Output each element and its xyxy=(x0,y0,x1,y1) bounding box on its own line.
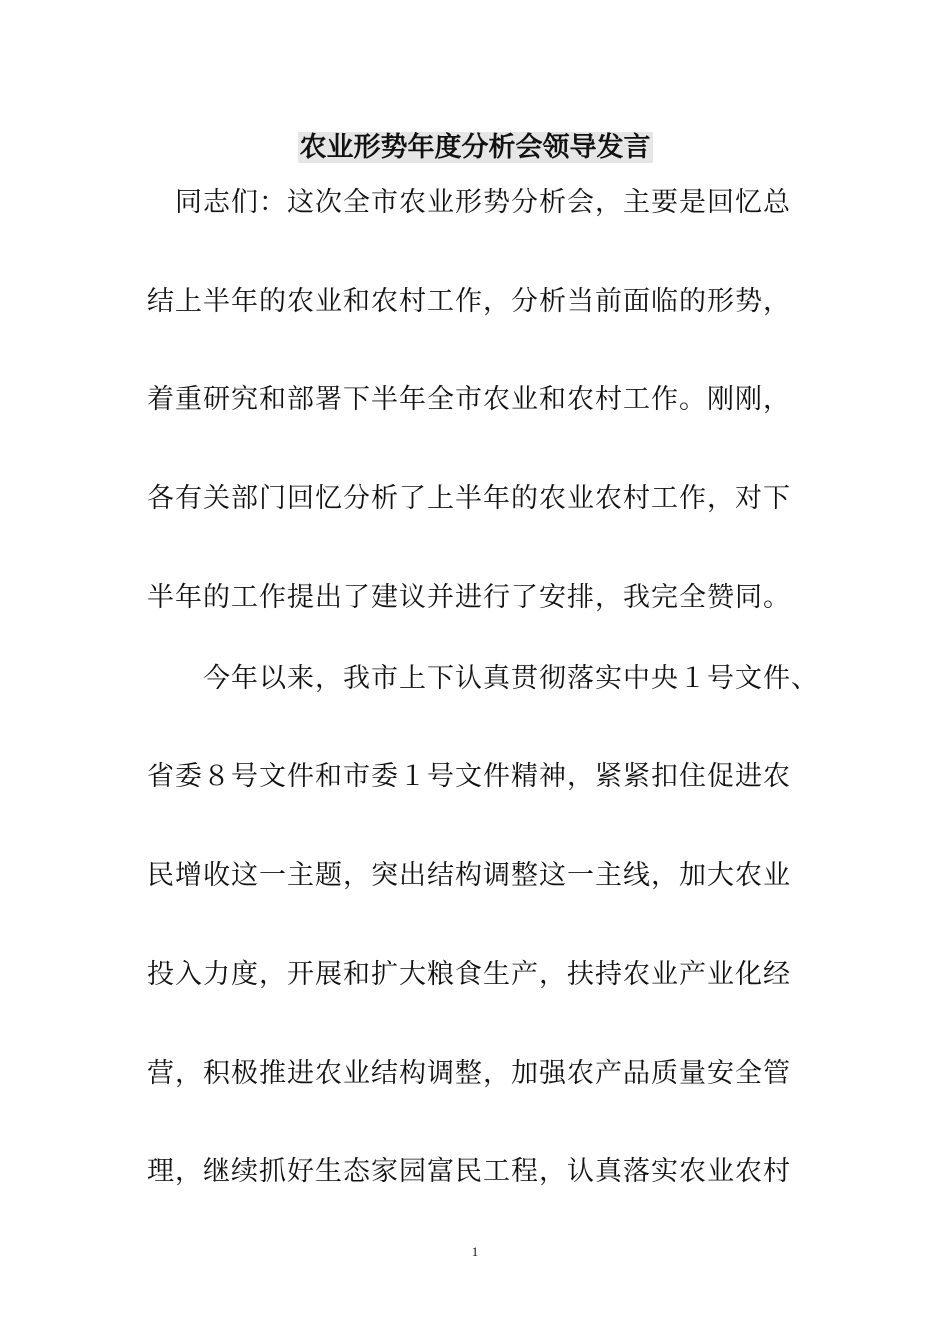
paragraph-line-5: 半年的工作提出了建议并进行了安排，我完全赞同。 xyxy=(147,582,791,613)
paragraph-line-2: 结上半年的农业和农村工作，分析当前面临的形势， xyxy=(147,286,791,317)
paragraph-line-6: 今年以来，我市上下认真贯彻落实中央１号文件、 xyxy=(203,663,819,694)
paragraph-line-4: 各有关部门回忆分析了上半年的农业农村工作，对下 xyxy=(147,483,791,514)
document-title-text: 农业形势年度分析会领导发言 xyxy=(299,132,651,163)
paragraph-line-11: 理，继续抓好生态家园富民工程，认真落实农业农村 xyxy=(147,1156,791,1187)
paragraph-line-1: 同志们：这次全市农业形势分析会，主要是回忆总 xyxy=(175,187,791,218)
paragraph-line-3: 着重研究和部署下半年全市农业和农村工作。刚刚， xyxy=(147,384,791,415)
document-title xyxy=(0,128,950,168)
paragraph-line-7: 省委８号文件和市委１号文件精神，紧紧扣住促进农 xyxy=(147,761,791,792)
paragraph-line-10: 营，积极推进农业结构调整，加强农产品质量安全管 xyxy=(147,1058,791,1089)
paragraph-line-8: 民增收这一主题，突出结构调整这一主线，加大农业 xyxy=(147,860,791,891)
page-number: 1 xyxy=(471,1244,479,1259)
paragraph-line-9: 投入力度，开展和扩大粮食生产，扶持农业产业化经 xyxy=(147,959,791,990)
